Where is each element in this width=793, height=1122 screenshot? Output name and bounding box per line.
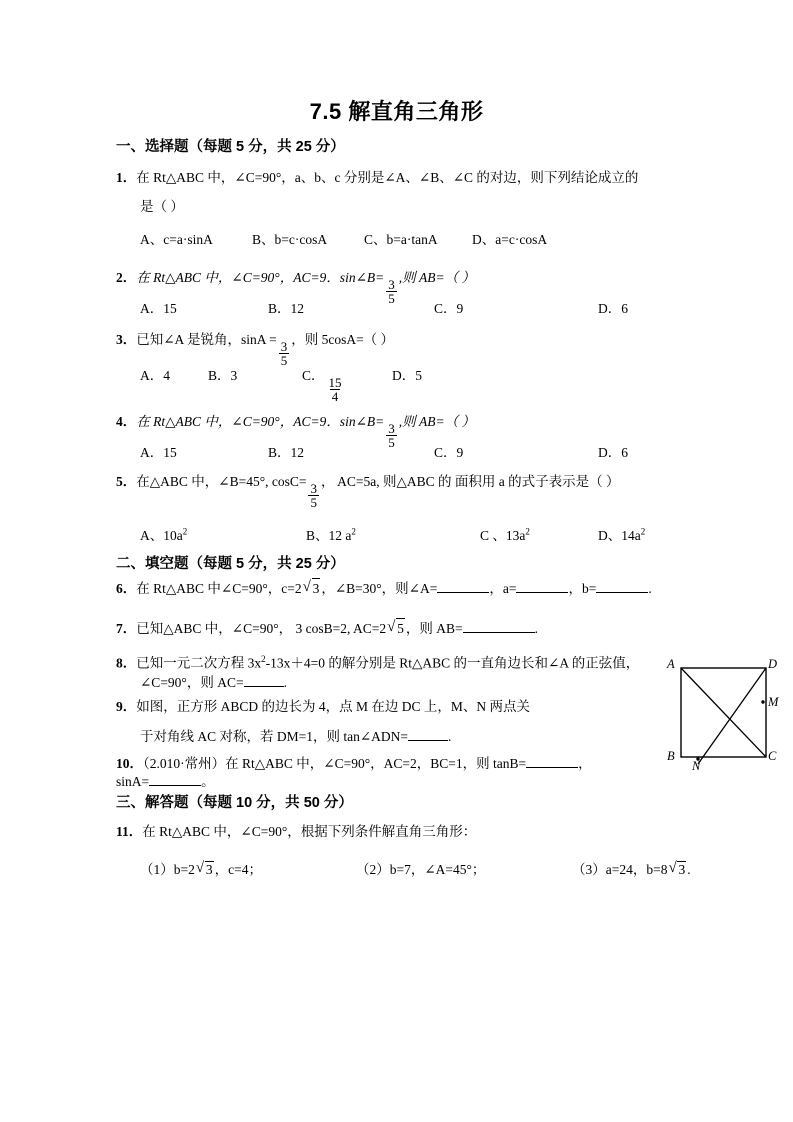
question-4-options bbox=[140, 441, 628, 461]
answer-blank-a[interactable] bbox=[516, 592, 568, 593]
option-a[interactable]: A、c=a·sinA bbox=[140, 232, 213, 247]
fraction-fifteen-quarters: $\frac{15}{4}$ bbox=[328, 375, 342, 405]
square-abcd-diagram bbox=[664, 652, 786, 778]
page-title: 7.5 解直角三角形 bbox=[309, 99, 484, 124]
question-5-number: 5． bbox=[116, 474, 137, 489]
question-2-stem-pre: 在 Rt△ABC 中，∠C=90°，AC=9．sin∠B= bbox=[136, 270, 385, 285]
section-heading-fill-blank: 二、填空题（每题 5 分，共 25 分） bbox=[116, 556, 345, 572]
question-7-number: 7． bbox=[116, 621, 137, 636]
fraction-three-fifths: $\frac{3}{5}$ bbox=[310, 481, 317, 511]
question-10-stem-a: （2.010·常州）在 Rt△ABC 中，∠C=90°，AC=2，BC=1，则 tanB= bbox=[143, 756, 527, 771]
question-8-stem-a: 已知一元二次方程 3x bbox=[136, 655, 262, 671]
question-10-sep: ， bbox=[578, 756, 592, 771]
label-b: B bbox=[667, 749, 675, 763]
question-5-stem-post: ， AC=5a, 则△ABC 的 面积用 a 的式子表示是（ ） bbox=[320, 474, 620, 489]
question-10-number: 10． bbox=[116, 756, 143, 771]
point-m-dot bbox=[761, 700, 764, 703]
question-1-options bbox=[140, 228, 547, 248]
question-11-parts bbox=[140, 858, 691, 878]
question-7 bbox=[116, 618, 538, 639]
option-c[interactable]: C． $\frac{15}{4}$ bbox=[302, 368, 342, 405]
option-a[interactable]: A．15 bbox=[140, 445, 177, 460]
answer-blank-tanb[interactable] bbox=[526, 767, 578, 768]
question-6 bbox=[116, 578, 652, 599]
question-11 bbox=[116, 822, 476, 842]
question-9-end: . bbox=[448, 729, 452, 744]
question-8-end: . bbox=[283, 675, 287, 690]
diagonal-ac bbox=[681, 668, 766, 757]
option-d[interactable]: D．6 bbox=[598, 445, 628, 460]
answer-blank-sina[interactable] bbox=[149, 785, 201, 786]
section-heading-solve: 三、解答题（每题 10 分，共 50 分） bbox=[116, 795, 353, 811]
question-11-part-1: （1）b=2 √ 3 ，c=4； bbox=[140, 858, 356, 878]
section-heading-choice: 一、选择题（每题 5 分，共 25 分） bbox=[116, 139, 345, 155]
question-3-stem-post: ，则 5cosA=（ ） bbox=[291, 332, 395, 347]
option-c[interactable]: C．9 bbox=[434, 445, 464, 460]
question-10-stem-b: sinA= bbox=[116, 774, 150, 789]
question-8-stem-b: -13x＋4=0 的解分别是 Rt△ABC 的一直角边长和∠A 的正弦值， bbox=[265, 655, 640, 671]
option-d[interactable]: D、a=c·cosA bbox=[472, 232, 548, 247]
label-m: M bbox=[768, 695, 779, 709]
question-3-stem-pre: 已知∠A 是锐角，sinA = bbox=[136, 332, 277, 347]
question-11-part-2: （2）b=7，∠A=45°； bbox=[356, 862, 486, 877]
question-7-stem-mid: ，则 AB= bbox=[405, 621, 463, 636]
fraction-three-fifths: $\frac{3}{5}$ bbox=[280, 339, 288, 369]
question-1-answer-paren: 是（ ） bbox=[140, 199, 184, 214]
question-10-end: 。 bbox=[201, 774, 215, 789]
question-9-stem-line2: 于对角线 AC 对称，若 DM=1，则 tan∠ADN= bbox=[140, 729, 409, 744]
segment-dn bbox=[698, 668, 766, 764]
answer-blank-b[interactable] bbox=[596, 592, 648, 593]
label-c: C bbox=[768, 749, 777, 763]
question-2-number: 2． bbox=[116, 270, 137, 285]
option-b[interactable]: B．3 bbox=[208, 368, 238, 383]
question-7-end: . bbox=[534, 621, 538, 636]
question-5-options bbox=[140, 524, 645, 544]
question-10-line1 bbox=[116, 754, 592, 774]
radical-sqrt-5: √ 5 bbox=[387, 618, 405, 639]
question-1-number: 1． bbox=[116, 170, 137, 185]
question-2-options bbox=[140, 297, 628, 317]
question-6-end: . bbox=[648, 581, 652, 596]
question-3-number: 3． bbox=[116, 332, 137, 347]
question-2-stem-post: ,则 AB=（ ） bbox=[398, 270, 475, 285]
question-9-line2 bbox=[140, 727, 451, 747]
option-c[interactable]: C 、$13a^2$ bbox=[480, 526, 530, 543]
question-5 bbox=[116, 472, 619, 509]
question-3-options bbox=[140, 364, 422, 403]
question-1-stem-line1: 在 Rt△ABC 中，∠C=90°，a、b、c 分别是∠A、∠B、∠C 的对边，则下列结论成立的 bbox=[136, 170, 639, 185]
radical-sqrt-3: √ 3 bbox=[303, 578, 321, 599]
question-6-number: 6． bbox=[116, 581, 137, 596]
question-4-stem-pre: 在 Rt△ABC 中，∠C=90°，AC=9．sin∠B= bbox=[136, 414, 385, 429]
option-b[interactable]: B、b=c·cosA bbox=[252, 232, 328, 247]
question-6-stem-mid: ，∠B=30°，则∠A= bbox=[321, 581, 438, 596]
question-9-line1 bbox=[116, 697, 530, 717]
label-a: A bbox=[667, 657, 675, 671]
question-8-exponent: 2 bbox=[261, 654, 266, 664]
option-d[interactable]: D、$14a^2$ bbox=[598, 526, 646, 543]
option-b[interactable]: B．12 bbox=[268, 445, 305, 460]
question-6-sep-1: ，a= bbox=[489, 581, 517, 596]
option-b[interactable]: B、12 $a^2$ bbox=[306, 526, 356, 543]
question-5-stem-pre: 在△ABC 中，∠B=45°, cosC= bbox=[136, 474, 307, 489]
question-8-line1 bbox=[116, 653, 639, 673]
question-4-number: 4． bbox=[116, 414, 137, 429]
question-8-number: 8． bbox=[116, 655, 137, 671]
question-7-stem-pre: 已知△ABC 中，∠C=90°， 3 cosB=2, AC=2 bbox=[136, 621, 387, 636]
answer-blank-ac[interactable] bbox=[244, 686, 284, 687]
answer-blank-tan-adn[interactable] bbox=[408, 740, 448, 741]
option-c[interactable]: C、b=a·tanA bbox=[364, 232, 438, 247]
question-9-number: 9． bbox=[116, 699, 137, 714]
label-d: D bbox=[768, 657, 778, 671]
question-1 bbox=[116, 168, 676, 188]
question-1-stem-line2 bbox=[140, 197, 184, 217]
question-11-number: 11． bbox=[116, 824, 143, 839]
answer-blank-angle-a[interactable] bbox=[437, 592, 489, 593]
question-3 bbox=[116, 330, 394, 367]
option-d[interactable]: D．6 bbox=[598, 301, 628, 316]
question-6-stem-pre: 在 Rt△ABC 中∠C=90°，c=2 bbox=[136, 581, 302, 596]
question-4-stem-post: ,则 AB=（ ） bbox=[398, 414, 475, 429]
question-8-stem-c: ∠C=90°，则 AC= bbox=[140, 675, 244, 690]
question-11-part-3: （3）a=24，b=8 √ 3 . bbox=[572, 858, 691, 878]
option-d[interactable]: D．5 bbox=[392, 368, 422, 383]
label-n: N bbox=[692, 759, 701, 773]
option-a[interactable]: A．15 bbox=[140, 301, 177, 316]
question-10-line2 bbox=[116, 772, 215, 792]
answer-blank-ab[interactable] bbox=[463, 632, 535, 633]
option-b[interactable]: B．12 bbox=[268, 301, 305, 316]
radical-sqrt-3: √ 3 bbox=[668, 861, 686, 878]
question-9-stem-line1: 如图，正方形 ABCD 的边长为 4，点 M 在边 DC 上，M、N 两点关 bbox=[136, 699, 531, 714]
fraction-three-fifths: $\frac{3}{5}$ bbox=[388, 277, 395, 307]
fraction-three-fifths: $\frac{3}{5}$ bbox=[388, 421, 395, 451]
radical-sqrt-3: √ 3 bbox=[196, 861, 214, 878]
option-a[interactable]: A、$10a^2$ bbox=[140, 526, 188, 543]
question-6-sep-2: ，b= bbox=[568, 581, 597, 596]
question-11-stem: 在 Rt△ABC 中，∠C=90°，根据下列条件解直角三角形： bbox=[142, 824, 477, 839]
question-8-line2 bbox=[140, 673, 287, 693]
option-a[interactable]: A．4 bbox=[140, 368, 170, 383]
option-c[interactable]: C．9 bbox=[434, 301, 464, 316]
